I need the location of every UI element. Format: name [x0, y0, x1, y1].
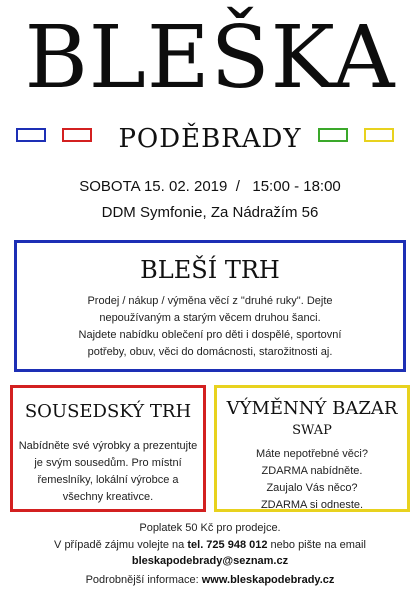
- email-link[interactable]: bleskapodebrady@seznam.cz: [131, 555, 289, 567]
- neighbor-market-heading: SOUSEDSKÝ TRH: [24, 401, 192, 422]
- poster-subtitle: PODĚBRADY: [118, 124, 302, 154]
- poster-title: BLEŠKA: [24, 8, 396, 108]
- flea-market-description: Prodej / nákup / výměna věcí z "druhé ruky". Dejte nepoužívaným a starým věcem druhou šanci. Najdete nabídku oblečení pro děti i dospělé, sportovní potřeby, obuv, věci do domácnosti, starožitnosti aj.: [78, 295, 342, 358]
- info-line: Podrobnější informace: www.bleskapodebrady.cz: [85, 574, 335, 586]
- swap-subheading: SWAP: [292, 423, 332, 438]
- neighbor-market-description: Nabídněte své výrobky a prezentujte je svým sousedům. Pro místní řemeslníky, lokální výrobce a všechny kreativce.: [18, 440, 198, 503]
- contact-line: V případě zájmu volejte na tel. 725 948 012 nebo pište na email: [54, 539, 366, 551]
- seller-fee: Poplatek 50 Kč pro prodejce.: [139, 522, 281, 534]
- swap-heading: VÝMĚNNÝ BAZAR: [226, 398, 398, 419]
- swap-description: Máte nepotřebné věci? ZDARMA nabídněte. Zaujalo Vás něco? ZDARMA si odneste.: [256, 448, 368, 511]
- phone-number: tel. 725 948 012: [187, 539, 268, 551]
- email-line: [0, 553, 420, 569]
- decor-rect-green: [318, 128, 348, 142]
- neighbor-market-box: [10, 385, 206, 512]
- flea-market-heading: BLEŠÍ TRH: [140, 256, 280, 284]
- swap-box: [214, 385, 410, 512]
- decor-rect-yellow: [364, 128, 394, 142]
- website-link[interactable]: www.bleskapodebrady.cz: [201, 574, 335, 586]
- event-date-time: SOBOTA 15. 02. 2019 / 15:00 - 18:00: [79, 178, 341, 195]
- flea-market-box: [14, 240, 406, 372]
- event-venue: DDM Symfonie, Za Nádražím 56: [101, 204, 319, 221]
